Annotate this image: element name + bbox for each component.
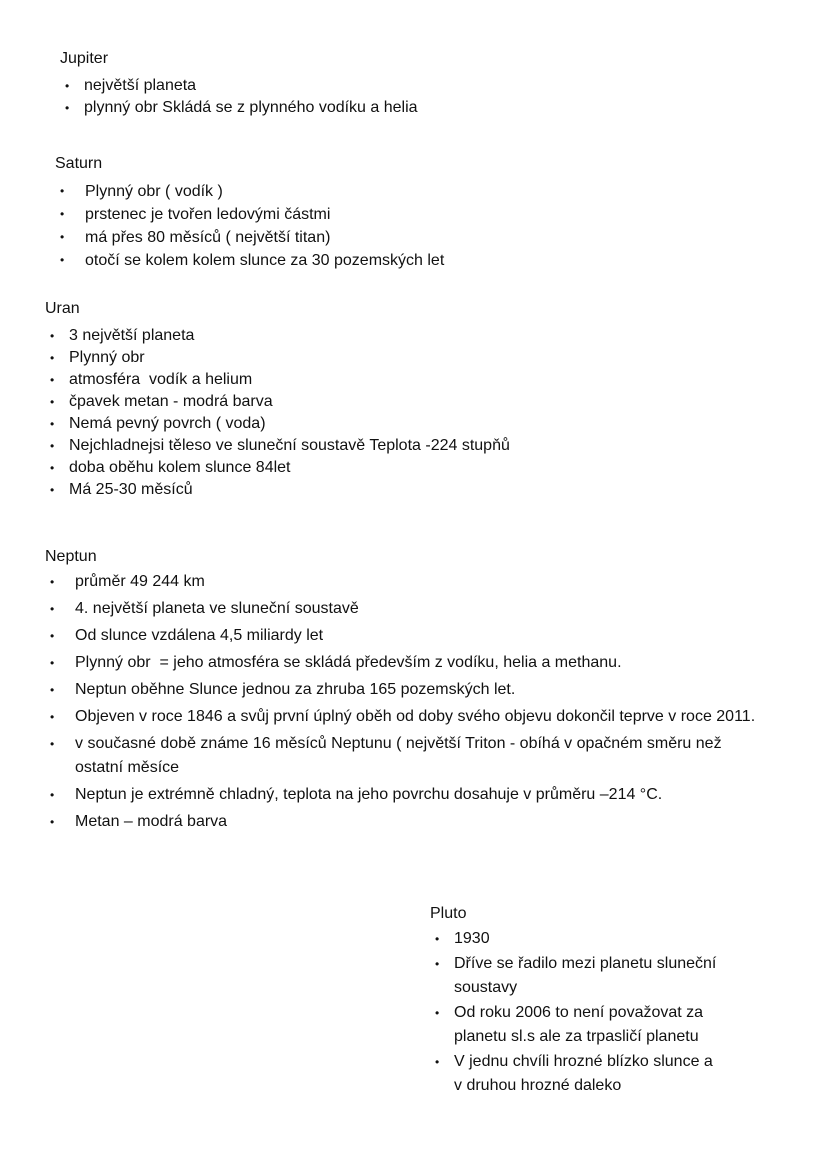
list-item	[45, 347, 725, 369]
bullet-text: 1930	[454, 930, 490, 947]
section-title-uran: Uran	[45, 300, 80, 317]
bullet-marker: •	[60, 207, 65, 221]
bullet-text: doba oběhu kolem slunce 84let	[69, 459, 291, 476]
bullet-text: průměr 49 244 km	[75, 573, 205, 590]
bullet-marker: •	[60, 253, 65, 267]
bullet-list-pluto	[430, 927, 720, 1098]
list-item	[55, 249, 715, 272]
list-item	[45, 624, 770, 648]
bullet-marker: •	[50, 417, 55, 431]
list-item	[55, 180, 715, 203]
bullet-marker: •	[60, 230, 65, 244]
bullet-text: Neptun je extrémně chladný, teplota na jeho povrchu dosahuje v průměru –214 °C.	[75, 786, 663, 803]
bullet-list-uran	[45, 325, 725, 501]
list-item	[45, 413, 725, 435]
list-item	[430, 927, 720, 951]
bullet-marker: •	[50, 351, 55, 365]
bullet-text: Nemá pevný povrch ( voda)	[69, 415, 266, 432]
bullet-marker: •	[50, 683, 55, 697]
bullet-text: Plynný obr ( vodík )	[85, 183, 223, 200]
bullet-text: Metan – modrá barva	[75, 813, 228, 830]
list-item	[45, 732, 770, 780]
bullet-marker: •	[60, 184, 65, 198]
list-item	[45, 369, 725, 391]
bullet-text: Má 25-30 měsíců	[69, 481, 193, 498]
bullet-text: plynný obr Skládá se z plynného vodíku a helia	[84, 99, 418, 116]
bullet-list-saturn	[55, 180, 715, 272]
bullet-marker: •	[50, 629, 55, 643]
list-item	[45, 570, 770, 594]
bullet-text: otočí se kolem kolem slunce za 30 pozemských let	[85, 252, 445, 269]
bullet-marker: •	[435, 1055, 440, 1069]
bullet-text: v současné době známe 16 měsíců Neptunu ( největší Triton - obíhá v opačném směru než ostatní měsíce	[75, 735, 727, 776]
bullet-text: Nejchladnejsi těleso ve sluneční soustavě Teplota -224 stupňů	[69, 437, 510, 454]
bullet-marker: •	[50, 373, 55, 387]
list-item	[60, 75, 700, 97]
bullet-text: největší planeta	[84, 77, 197, 94]
section-saturn	[55, 153, 715, 272]
bullet-text: atmosféra vodík a helium	[69, 371, 253, 388]
bullet-marker: •	[50, 329, 55, 343]
bullet-text: čpavek metan - modrá barva	[69, 393, 273, 410]
bullet-text: prstenec je tvořen ledovými částmi	[85, 206, 331, 223]
bullet-marker: •	[50, 815, 55, 829]
bullet-marker: •	[50, 575, 55, 589]
list-item	[45, 479, 725, 501]
list-item	[45, 435, 725, 457]
bullet-text: má přes 80 měsíců ( největší titan)	[85, 229, 331, 246]
section-title-neptun: Neptun	[45, 548, 97, 565]
bullet-text: Od roku 2006 to není považovat za planetu sl.s ale za trpasličí planetu	[454, 1004, 708, 1045]
list-item	[55, 203, 715, 226]
list-item	[45, 651, 770, 675]
bullet-text: Objeven v roce 1846 a svůj první úplný oběh od doby svého objevu dokončil teprve v roce 2011.	[75, 708, 756, 725]
list-item	[45, 783, 770, 807]
bullet-marker: •	[50, 737, 55, 751]
bullet-marker: •	[435, 932, 440, 946]
bullet-marker: •	[50, 656, 55, 670]
list-item	[60, 97, 700, 119]
bullet-text: Plynný obr	[69, 349, 145, 366]
bullet-text: Neptun oběhne Slunce jednou za zhruba 165 pozemských let.	[75, 681, 516, 698]
bullet-text: 4. největší planeta ve sluneční soustavě	[75, 600, 359, 617]
bullet-marker: •	[50, 788, 55, 802]
bullet-marker: •	[435, 957, 440, 971]
bullet-marker: •	[50, 461, 55, 475]
bullet-text: V jednu chvíli hrozné blízko slunce a v druhou hrozné daleko	[454, 1053, 718, 1094]
bullet-marker: •	[50, 710, 55, 724]
list-item	[45, 678, 770, 702]
section-jupiter	[60, 48, 700, 119]
bullet-text: 3 největší planeta	[69, 327, 195, 344]
bullet-marker: •	[65, 79, 70, 93]
section-title-jupiter: Jupiter	[60, 50, 109, 67]
bullet-marker: •	[65, 101, 70, 115]
list-item	[45, 457, 725, 479]
list-item	[45, 325, 725, 347]
list-item	[45, 810, 770, 834]
list-item	[45, 597, 770, 621]
bullet-text: Dříve se řadilo mezi planetu sluneční soustavy	[454, 955, 721, 996]
list-item	[430, 1050, 720, 1098]
bullet-marker: •	[50, 602, 55, 616]
section-title-saturn: Saturn	[55, 155, 103, 172]
list-item	[45, 705, 770, 729]
bullet-text: Od slunce vzdálena 4,5 miliardy let	[75, 627, 324, 644]
section-pluto	[430, 903, 720, 1099]
list-item	[55, 226, 715, 249]
list-item	[430, 952, 720, 1000]
bullet-marker: •	[435, 1006, 440, 1020]
bullet-list-jupiter	[60, 75, 700, 119]
bullet-marker: •	[50, 439, 55, 453]
section-neptun	[45, 546, 770, 837]
bullet-list-neptun	[45, 570, 770, 834]
section-uran	[45, 298, 725, 501]
list-item	[430, 1001, 720, 1049]
bullet-text: Plynný obr = jeho atmosféra se skládá především z vodíku, helia a methanu.	[75, 654, 622, 671]
bullet-marker: •	[50, 483, 55, 497]
list-item	[45, 391, 725, 413]
section-title-pluto: Pluto	[430, 905, 467, 922]
bullet-marker: •	[50, 395, 55, 409]
